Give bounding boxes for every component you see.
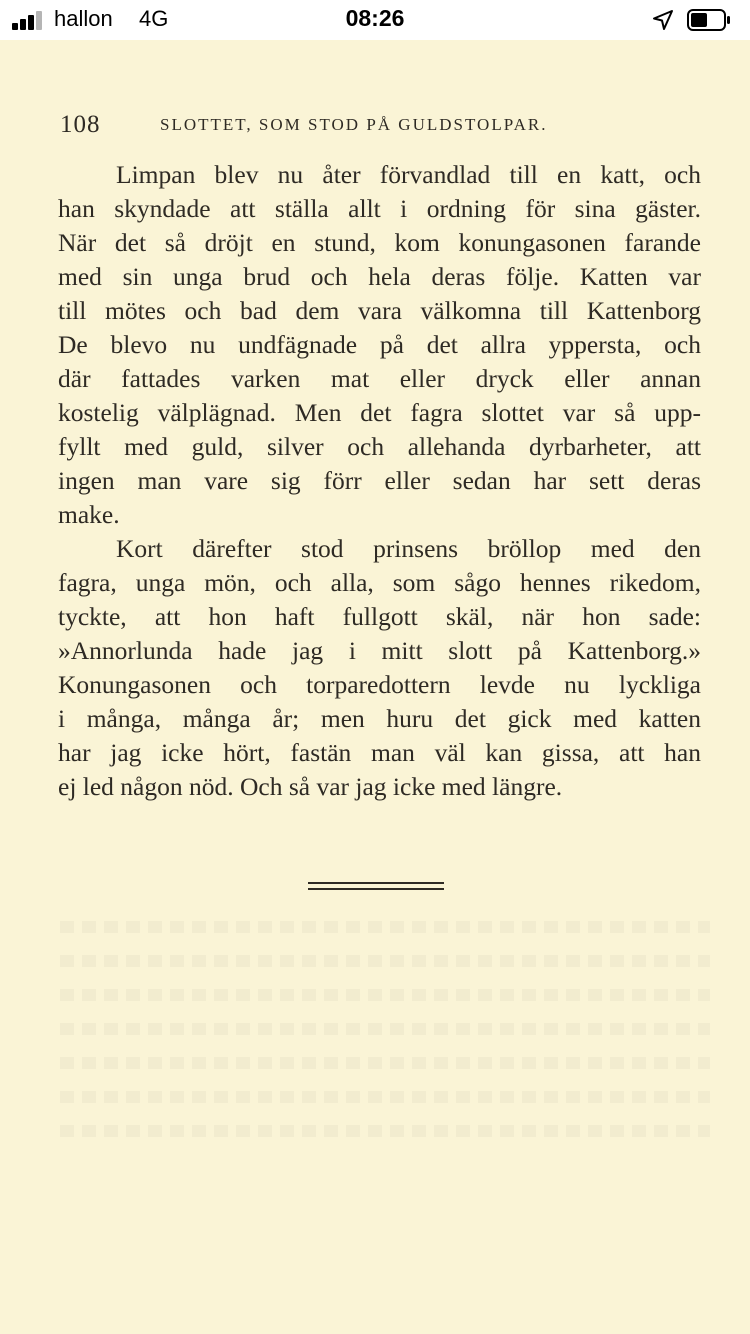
running-title: SLOTTET, SOM STOD PÅ GULDSTOLPAR. [160, 115, 548, 134]
text-line: där fattades varken mat eller dryck eller annan [58, 364, 701, 393]
text-line: ej led någon nöd. Och så var jag icke med längre. [58, 772, 563, 801]
text-line: han skyndade att ställa allt i ordning för sina gäster. [58, 194, 701, 223]
text-line: fagra, unga mön, och alla, som sågo hennes rikedom, [58, 568, 701, 597]
book-page[interactable] [0, 40, 750, 1334]
page-number: 108 [60, 111, 101, 138]
text-line: make. [58, 500, 120, 529]
text-line: med sin unga brud och hela deras följe. Katten var [58, 262, 701, 291]
text-line: Kort därefter stod prinsens bröllop med den [116, 534, 701, 563]
status-bar [0, 0, 750, 40]
text-line: Limpan blev nu åter förvandlad till en katt, och [116, 160, 701, 189]
bleed-through-texture [60, 910, 710, 1150]
text-line: De blevo nu undfägnade på det allra yppersta, och [58, 330, 701, 359]
battery-icon [687, 9, 731, 31]
text-line: i många, många år; men huru det gick med katten [58, 704, 701, 733]
text-line: har jag icke hört, fastän man väl kan gissa, att han [58, 738, 701, 767]
text-line: till mötes och bad dem vara välkomna till Kattenborg [58, 296, 701, 325]
text-line: fyllt med guld, silver och allehanda dyrbarheter, att [58, 432, 701, 461]
running-head [60, 111, 700, 141]
carrier-name: hallon [54, 6, 113, 31]
text-line: Konungasonen och torparedottern levde nu lyckliga [58, 670, 701, 699]
text-line: tyckte, att hon haft fullgott skäl, när hon sade: [58, 602, 701, 631]
network-type: 4G [139, 6, 169, 31]
location-arrow-icon [652, 9, 674, 31]
text-line: ingen man vare sig förr eller sedan har sett deras [58, 466, 701, 495]
section-divider [308, 882, 444, 892]
text-line: »Annorlunda hade jag i mitt slott på Kattenborg.» [58, 636, 701, 665]
text-line: När det så dröjt en stund, kom konungasonen farande [58, 228, 701, 257]
clock: 08:26 [345, 5, 405, 31]
text-line: kostelig välplägnad. Men det fagra slottet var så upp- [58, 398, 701, 427]
body-text [58, 158, 701, 804]
